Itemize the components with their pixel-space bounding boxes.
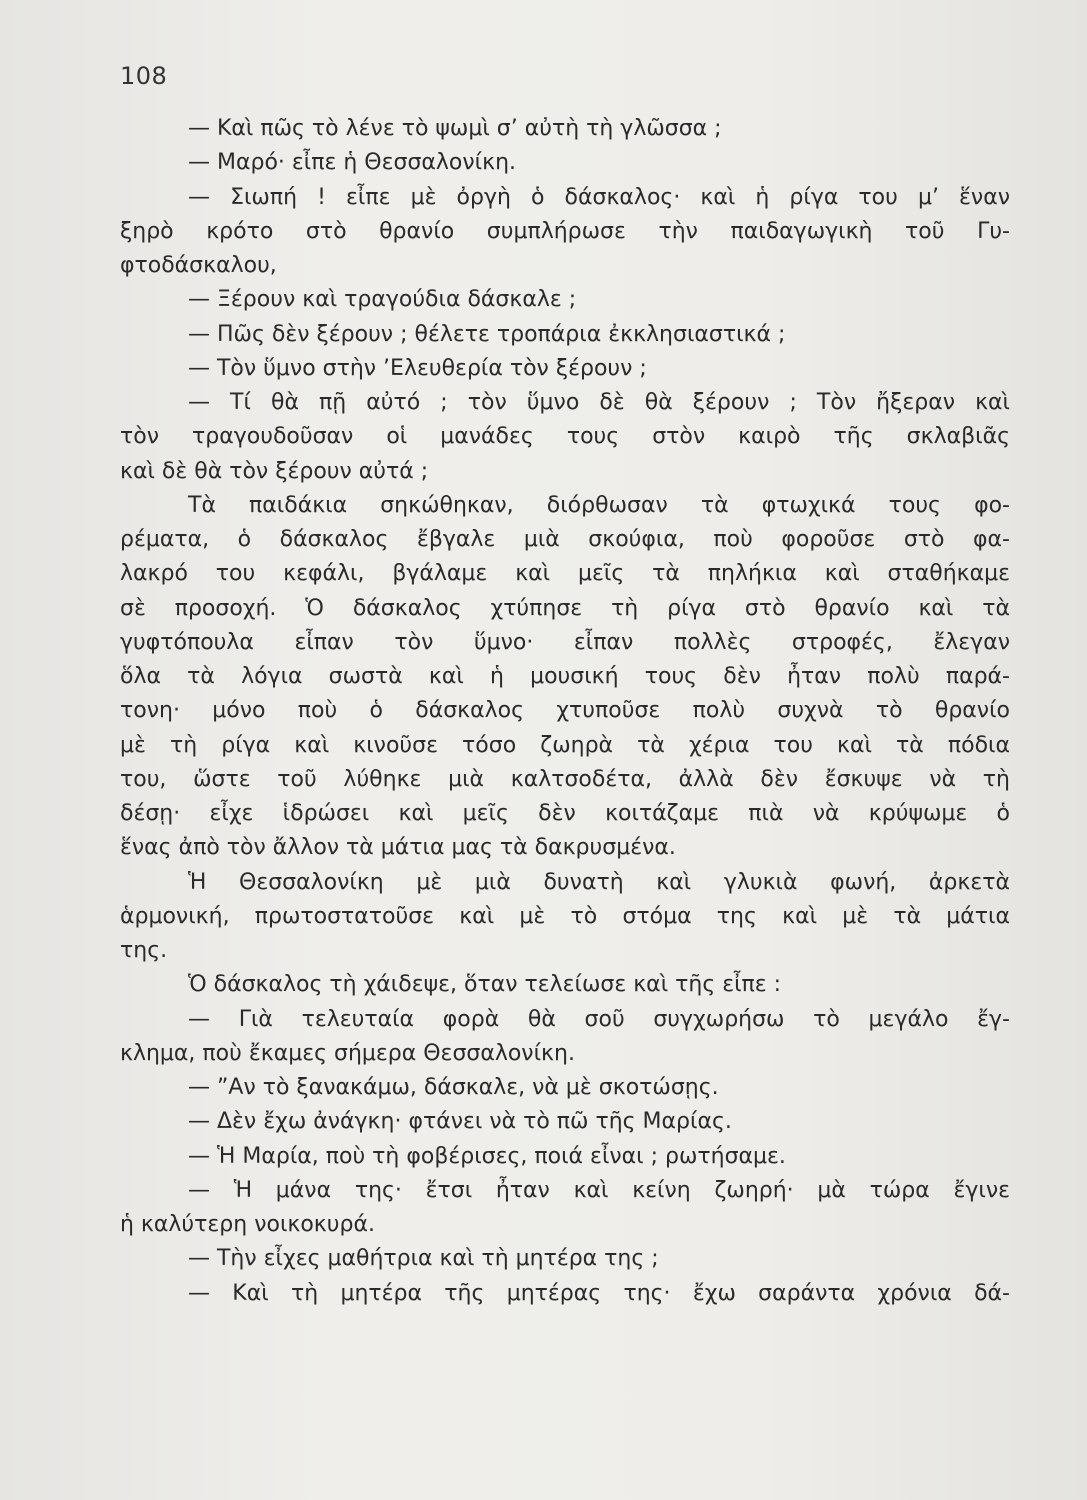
dialogue-line: — Γιὰ τελευταία φορὰ θὰ σοῦ συγχωρήσω τὸ μεγάλο ἔγ- <box>188 1006 1010 1032</box>
dialogue-line: — Πῶς δὲν ξέρουν ; θέλετε τροπάρια ἐκκλησιαστικά ; <box>188 321 786 347</box>
dialogue-line: — Μαρό· εἶπε ἡ Θεσσαλονίκη. <box>188 150 517 176</box>
text-line: σὲ προσοχή. Ὁ δάσκαλος χτύπησε τὴ ρίγα στὸ θρανίο καὶ τὰ <box>120 595 1010 621</box>
dialogue-line: — ”Αν τὸ ξανακάμω, δάσκαλε, νὰ μὲ σκοτώσῃς. <box>188 1075 719 1100</box>
body-text <box>120 112 1010 1311</box>
text-line: καὶ δὲ θὰ τὸν ξέρουν αὐτά ; <box>120 458 429 484</box>
text-line: ἕνας ἀπὸ τὸν ἄλλον τὰ μάτια μας τὰ δακρυσμένα. <box>120 835 676 861</box>
text-line: της. <box>120 938 168 963</box>
dialogue-line: — Τὸν ὕμνο στὴν ’Ελευθερία τὸν ξέρουν ; <box>188 355 647 381</box>
paragraph-start-line: Ἡ Θεσσαλονίκη μὲ μιὰ δυνατὴ καὶ γλυκιὰ φωνή, ἀρκετὰ <box>188 869 1010 895</box>
dialogue-line: — Τί θὰ πῇ αὐτό ; τὸν ὕμνο δὲ θὰ ξέρουν ; Τὸν ἤξεραν καὶ <box>188 390 1010 415</box>
dialogue-line: — Ξέρουν καὶ τραγούδια δάσκαλε ; <box>188 287 577 313</box>
text-line: ξηρὸ κρότο στὸ θρανίο συμπλήρωσε τὴν παιδαγωγικὴ τοῦ Γυ- <box>120 218 1010 244</box>
page-number: 108 <box>120 62 168 90</box>
text-line: τονη· μόνο ποὺ ὁ δάσκαλος χτυποῦσε πολὺ συχνὰ τὸ θρανίο <box>120 698 1010 724</box>
text-line: ρέματα, ὁ δάσκαλος ἔβγαλε μιὰ σκούφια, ποὺ φοροῦσε στὸ φα- <box>120 527 1010 552</box>
text-line: μὲ τὴ ρίγα καὶ κινοῦσε τόσο ζωηρὰ τὰ χέρια του καὶ τὰ πόδια <box>120 732 1010 758</box>
text-line: φτοδάσκαλου, <box>120 253 277 278</box>
dialogue-line: — Τὴν εἶχες μαθήτρια καὶ τὴ μητέρα της ; <box>188 1246 659 1272</box>
text-line: κλημα, ποὺ ἔκαμες σήμερα Θεσσαλονίκη. <box>120 1040 575 1066</box>
dialogue-line: — Δὲν ἔχω ἀνάγκη· φτάνει νὰ τὸ πῶ τῆς Μαρίας. <box>188 1109 732 1135</box>
paragraph-start-line: Τὰ παιδάκια σηκώθηκαν, διόρθωσαν τὰ φτωχικά τους φο- <box>188 492 1010 518</box>
text-line: λακρό του κεφάλι, βγάλαμε καὶ μεῖς τὰ πηλήκια καὶ σταθήκαμε <box>120 561 1010 587</box>
text-line: ἁρμονική, πρωτοστατοῦσε καὶ μὲ τὸ στόμα της καὶ μὲ τὰ μάτια <box>120 903 1010 929</box>
text-line: του, ὥστε τοῦ λύθηκε μιὰ καλτσοδέτα, ἀλλὰ δὲν ἔσκυψε νὰ τὴ <box>120 766 1010 792</box>
text-line: τὸν τραγουδοῦσαν οἱ μανάδες τους στὸν καιρὸ τῆς σκλαβιᾶς <box>120 424 1010 450</box>
text-line: ἡ καλύτερη νοικοκυρά. <box>120 1212 375 1237</box>
text-line: γυφτόπουλα εἶπαν τὸν ὕμνο· εἶπαν πολλὲς στροφές, ἔλεγαν <box>120 629 1010 655</box>
dialogue-line: — Ἡ Μαρία, ποὺ τὴ φοβέρισες, ποιά εἶναι ; ρωτήσαμε. <box>188 1143 786 1169</box>
text-line: δέσῃ· εἶχε ἱδρώσει καὶ μεῖς δὲν κοιτάζαμε πιὰ νὰ κρύψωμε ὁ <box>120 801 1010 826</box>
paragraph-start-line: Ὁ δάσκαλος τὴ χάιδεψε, ὅταν τελείωσε καὶ τῆς εἶπε : <box>188 972 782 998</box>
dialogue-line: — Ἡ μάνα της· ἔτσι ἦταν καὶ κείνη ζωηρή· μὰ τώρα ἔγινε <box>188 1177 1010 1203</box>
text-line: ὅλα τὰ λόγια σωστὰ καὶ ἡ μουσική τους δὲν ἦταν πολὺ παρά- <box>120 664 1010 689</box>
dialogue-line: — Σιωπή ! εἶπε μὲ ὀργὴ ὁ δάσκαλος· καὶ ἡ ρίγα του μ’ ἕναν <box>188 184 1010 210</box>
dialogue-line: — Καὶ τὴ μητέρα τῆς μητέρας της· ἔχω σαράντα χρόνια δά- <box>188 1280 1010 1306</box>
dialogue-line: — Καὶ πῶς τὸ λένε τὸ ψωμὶ σ’ αὐτὴ τὴ γλῶσσα ; <box>188 116 722 141</box>
